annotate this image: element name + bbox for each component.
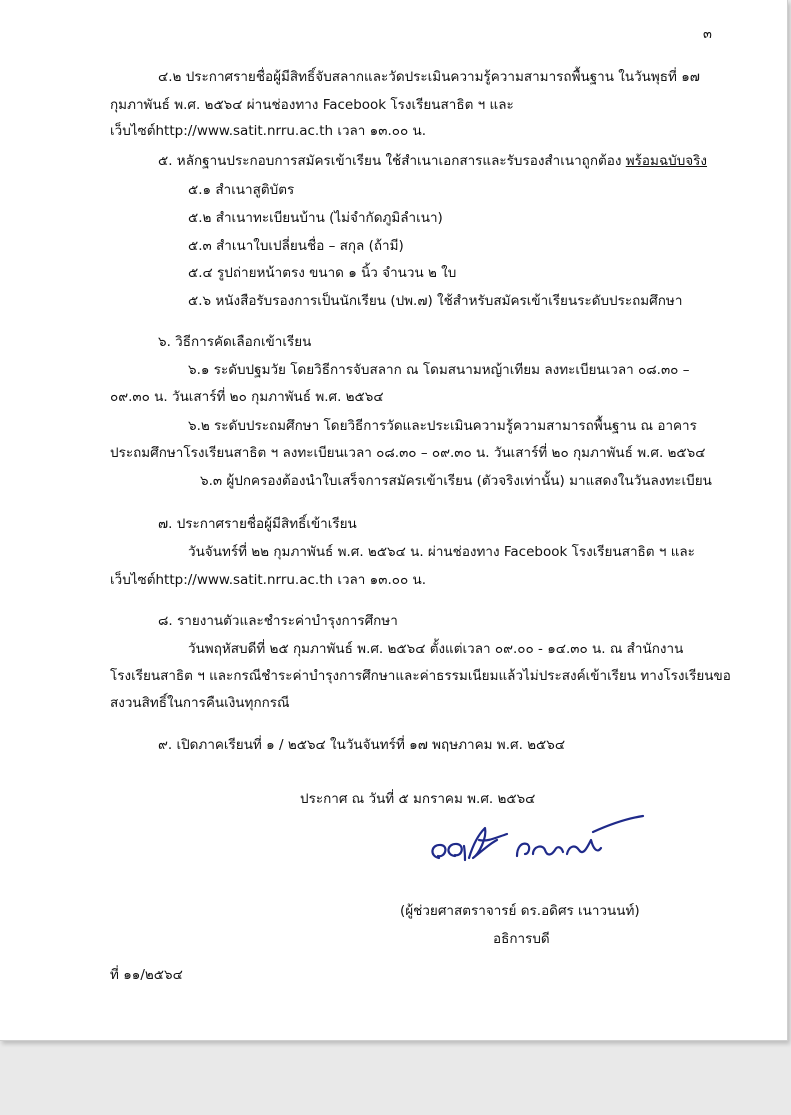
page-number: ๓: [703, 27, 712, 42]
item-4-2-line-3: เว็บไซต์http://www.satit.nrru.ac.th เวลา ๑๓.๐๐ น.: [110, 123, 427, 139]
section-7-line-2: เว็บไซต์http://www.satit.nrru.ac.th เวลา ๑๓.๐๐ น.: [110, 572, 427, 588]
section-8-line-1: วันพฤหัสบดีที่ ๒๕ กุมภาพันธ์ พ.ศ. ๒๕๖๔ ตั้งแต่เวลา ๐๙.๐๐ - ๑๔.๓๐ น. ณ สำนักงาน: [188, 641, 684, 657]
section-7-line-1: วันจันทร์ที่ ๒๒ กุมภาพันธ์ พ.ศ. ๒๕๖๔ น. ผ่านช่องทาง Facebook โรงเรียนสาธิต ฯ และ: [188, 544, 695, 560]
section-5-heading: [158, 152, 707, 170]
section-6-heading: ๖. วิธีการคัดเลือกเข้าเรียน: [158, 334, 312, 350]
item-5-3: ๕.๓ สำเนาใบเปลี่ยนชื่อ – สกุล (ถ้ามี): [188, 238, 404, 254]
section-8-heading: ๘. รายงานตัวและชำระค่าบำรุงการศึกษา: [158, 613, 398, 629]
item-4-2-line-2: กุมภาพันธ์ พ.ศ. ๒๕๖๔ ผ่านช่องทาง Facebook โรงเรียนสาธิต ฯ และ: [110, 97, 514, 113]
document-reference-number: ที่ ๑๑/๒๕๖๔: [110, 967, 183, 983]
item-5-2: ๕.๒ สำเนาทะเบียนบ้าน (ไม่จำกัดภูมิลำเนา): [188, 210, 443, 226]
announcement-date: ประกาศ ณ วันที่ ๕ มกราคม พ.ศ. ๒๕๖๔: [300, 791, 536, 807]
signature: [425, 808, 650, 878]
item-5-6: ๕.๖ หนังสือรับรองการเป็นนักเรียน (ปพ.๗) ใช้สำหรับสมัครเข้าเรียนระดับประถมศึกษา: [188, 293, 683, 309]
section-5-heading-text: ๕. หลักฐานประกอบการสมัครเข้าเรียน ใช้สำเนาเอกสารและรับรองสำเนาถูกต้อง: [158, 153, 626, 169]
section-8-line-3: สงวนสิทธิ์ในการคืนเงินทุกกรณี: [110, 695, 290, 711]
item-6-1-line-2: ๐๙.๓๐ น. วันเสาร์ที่ ๒๐ กุมภาพันธ์ พ.ศ. ๒๕๖๔: [110, 389, 384, 405]
section-7-heading: ๗. ประกาศรายชื่อผู้มีสิทธิ์เข้าเรียน: [158, 516, 357, 532]
signatory-position: อธิการบดี: [493, 931, 550, 947]
signatory-name: (ผู้ช่วยศาสตราจารย์ ดร.อดิศร เนาวนนท์): [400, 903, 640, 919]
section-9: ๙. เปิดภาคเรียนที่ ๑ / ๒๕๖๔ ในวันจันทร์ที่ ๑๗ พฤษภาคม พ.ศ. ๒๕๖๔: [158, 737, 566, 753]
signature-icon: [425, 808, 650, 878]
item-6-1-line-1: ๖.๑ ระดับปฐมวัย โดยวิธีการจับสลาก ณ โดมสนามหญ้าเทียม ลงทะเบียนเวลา ๐๘.๓๐ –: [188, 362, 690, 378]
item-6-2-line-1: ๖.๒ ระดับประถมศึกษา โดยวิธีการวัดและประเมินความรู้ความสามารถพื้นฐาน ณ อาคาร: [188, 418, 697, 434]
section-5-emphasis: พร้อมฉบับจริง: [625, 153, 708, 169]
item-4-2-line-1: ๔.๒ ประกาศรายชื่อผู้มีสิทธิ์จับสลากและวัดประเมินความรู้ความสามารถพื้นฐาน ในวันพุธที่ ๑๗: [158, 69, 700, 85]
item-5-1: ๕.๑ สำเนาสูติบัตร: [188, 182, 295, 198]
item-6-2-line-2: ประถมศึกษาโรงเรียนสาธิต ฯ ลงทะเบียนเวลา ๐๘.๓๐ – ๐๙.๓๐ น. วันเสาร์ที่ ๒๐ กุมภาพันธ์ พ.ศ. ๒๕๖๔: [110, 445, 706, 461]
item-6-3: ๖.๓ ผู้ปกครองต้องนำใบเสร็จการสมัครเข้าเรียน (ตัวจริงเท่านั้น) มาแสดงในวันลงทะเบียน: [200, 473, 712, 489]
item-5-4: ๕.๔ รูปถ่ายหน้าตรง ขนาด ๑ นิ้ว จำนวน ๒ ใบ: [188, 265, 457, 281]
section-8-line-2: โรงเรียนสาธิต ฯ และกรณีชำระค่าบำรุงการศึกษาและค่าธรรมเนียมแล้วไม่ประสงค์เข้าเรียน ทางโรงเรียนขอ: [110, 668, 731, 684]
